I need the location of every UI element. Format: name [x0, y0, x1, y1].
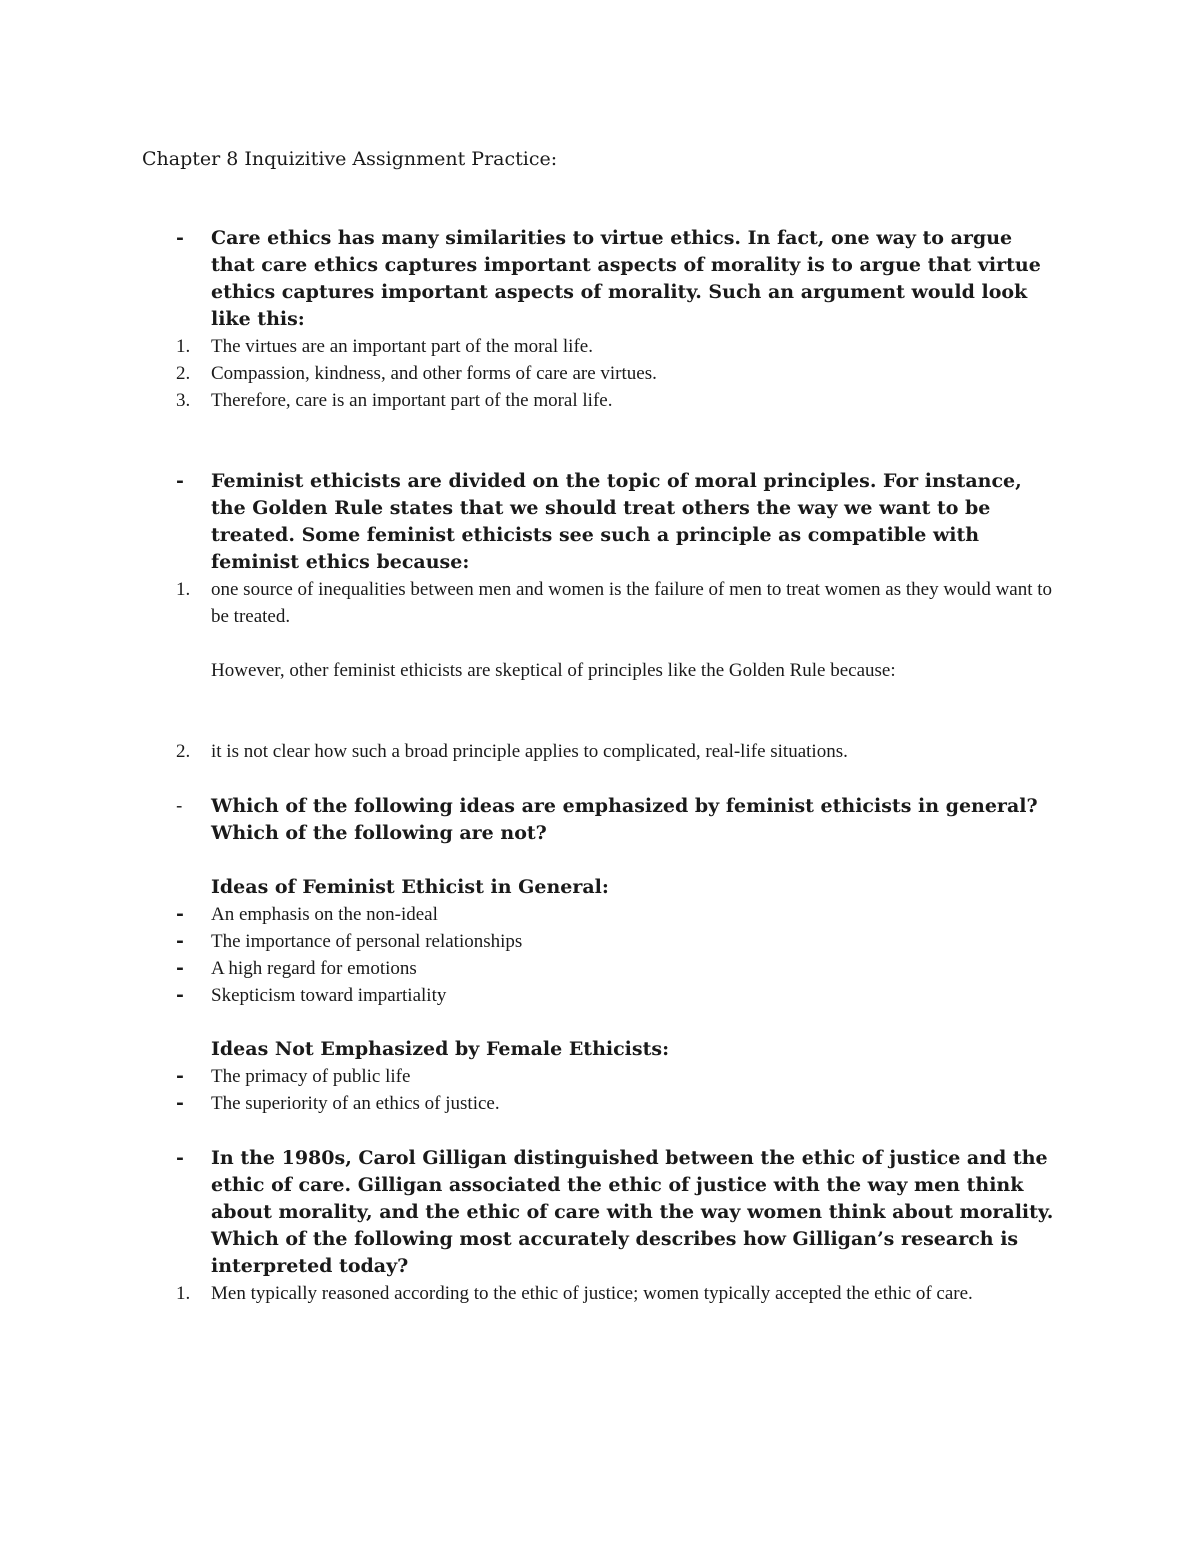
list-number: 1.	[176, 579, 191, 600]
not-emphasized-heading: Ideas Not Emphasized by Female Ethicists:	[211, 1038, 670, 1060]
dash-bullet: -	[176, 227, 184, 249]
list-item-text: The primacy of public life	[211, 1066, 411, 1087]
list-item-text: it is not clear how such a broad principle applies to complicated, real-life situations.	[211, 741, 848, 762]
dash-bullet: -	[176, 984, 184, 1006]
list-item	[176, 1063, 1076, 1090]
question-4	[176, 1145, 1076, 1280]
list-item-text: The importance of personal relationships	[211, 931, 523, 952]
list-item	[176, 576, 1076, 630]
dash-bullet: -	[176, 957, 184, 979]
list-item	[176, 982, 1076, 1009]
list-item-text: Compassion, kindness, and other forms of care are virtues.	[211, 363, 657, 384]
dash-bullet: -	[176, 795, 183, 817]
list-item-text: The superiority of an ethics of justice.	[211, 1093, 500, 1114]
list-item	[176, 928, 1076, 955]
question-2-prompt: Feminist ethicists are divided on the topic of moral principles. For instance, the Golden Rule states that we should treat others the way we want to be treated. Some feminist ethicists see such a principle as compatible with feminist ethics because:	[211, 470, 1022, 573]
list-item	[176, 901, 1076, 928]
dash-bullet: -	[176, 903, 184, 925]
list-item-text: A high regard for emotions	[211, 958, 417, 979]
list-item	[176, 333, 1076, 360]
question-1	[176, 225, 1076, 333]
list-number: 2.	[176, 741, 191, 762]
list-item	[176, 955, 1076, 982]
list-number: 1.	[176, 336, 191, 357]
dash-bullet: -	[176, 470, 184, 492]
list-number: 2.	[176, 363, 191, 384]
list-item	[176, 387, 1076, 414]
dash-bullet: -	[176, 1092, 184, 1114]
list-item	[176, 1090, 1076, 1117]
question-4-prompt: In the 1980s, Carol Gilligan distinguished between the ethic of justice and the ethic of care. Gilligan associated the ethic of justice with the way men think about morality, and the ethic of care with the way women think about morality. Which of the following most accurately describes how Gilligan’s research is interpreted today?	[211, 1147, 1054, 1277]
dash-bullet: -	[176, 1065, 184, 1087]
question-3-prompt: Which of the following ideas are emphasized by feminist ethicists in general? Which of the following are not?	[211, 795, 1038, 844]
list-item-text: one source of inequalities between men and women is the failure of men to treat women as they would want to be treated.	[211, 579, 1053, 627]
question-1-prompt: Care ethics has many similarities to virtue ethics. In fact, one way to argue that care ethics captures important aspects of morality is to argue that virtue ethics captures important aspects of morality. Such an argument would look like this:	[211, 227, 1041, 330]
list-item	[176, 738, 1076, 765]
list-item	[176, 1280, 1076, 1307]
transition-paragraph: However, other feminist ethicists are skeptical of principles like the Golden Rule because:	[211, 660, 896, 681]
list-number: 1.	[176, 1283, 191, 1304]
list-item-text: An emphasis on the non-ideal	[211, 904, 438, 925]
list-item-text: Men typically reasoned according to the ethic of justice; women typically accepted the ethic of care.	[211, 1283, 973, 1304]
dash-bullet: -	[176, 930, 184, 952]
list-item	[176, 360, 1076, 387]
question-3	[176, 793, 1076, 847]
list-item-text: Therefore, care is an important part of the moral life.	[211, 390, 613, 411]
list-number: 3.	[176, 390, 191, 411]
document-title: Chapter 8 Inquizitive Assignment Practice:	[142, 148, 558, 170]
dash-bullet: -	[176, 1147, 184, 1169]
emphasized-heading: Ideas of Feminist Ethicist in General:	[211, 876, 609, 898]
list-item-text: The virtues are an important part of the moral life.	[211, 336, 593, 357]
list-item-text: Skepticism toward impartiality	[211, 985, 447, 1006]
question-2	[176, 468, 1076, 576]
